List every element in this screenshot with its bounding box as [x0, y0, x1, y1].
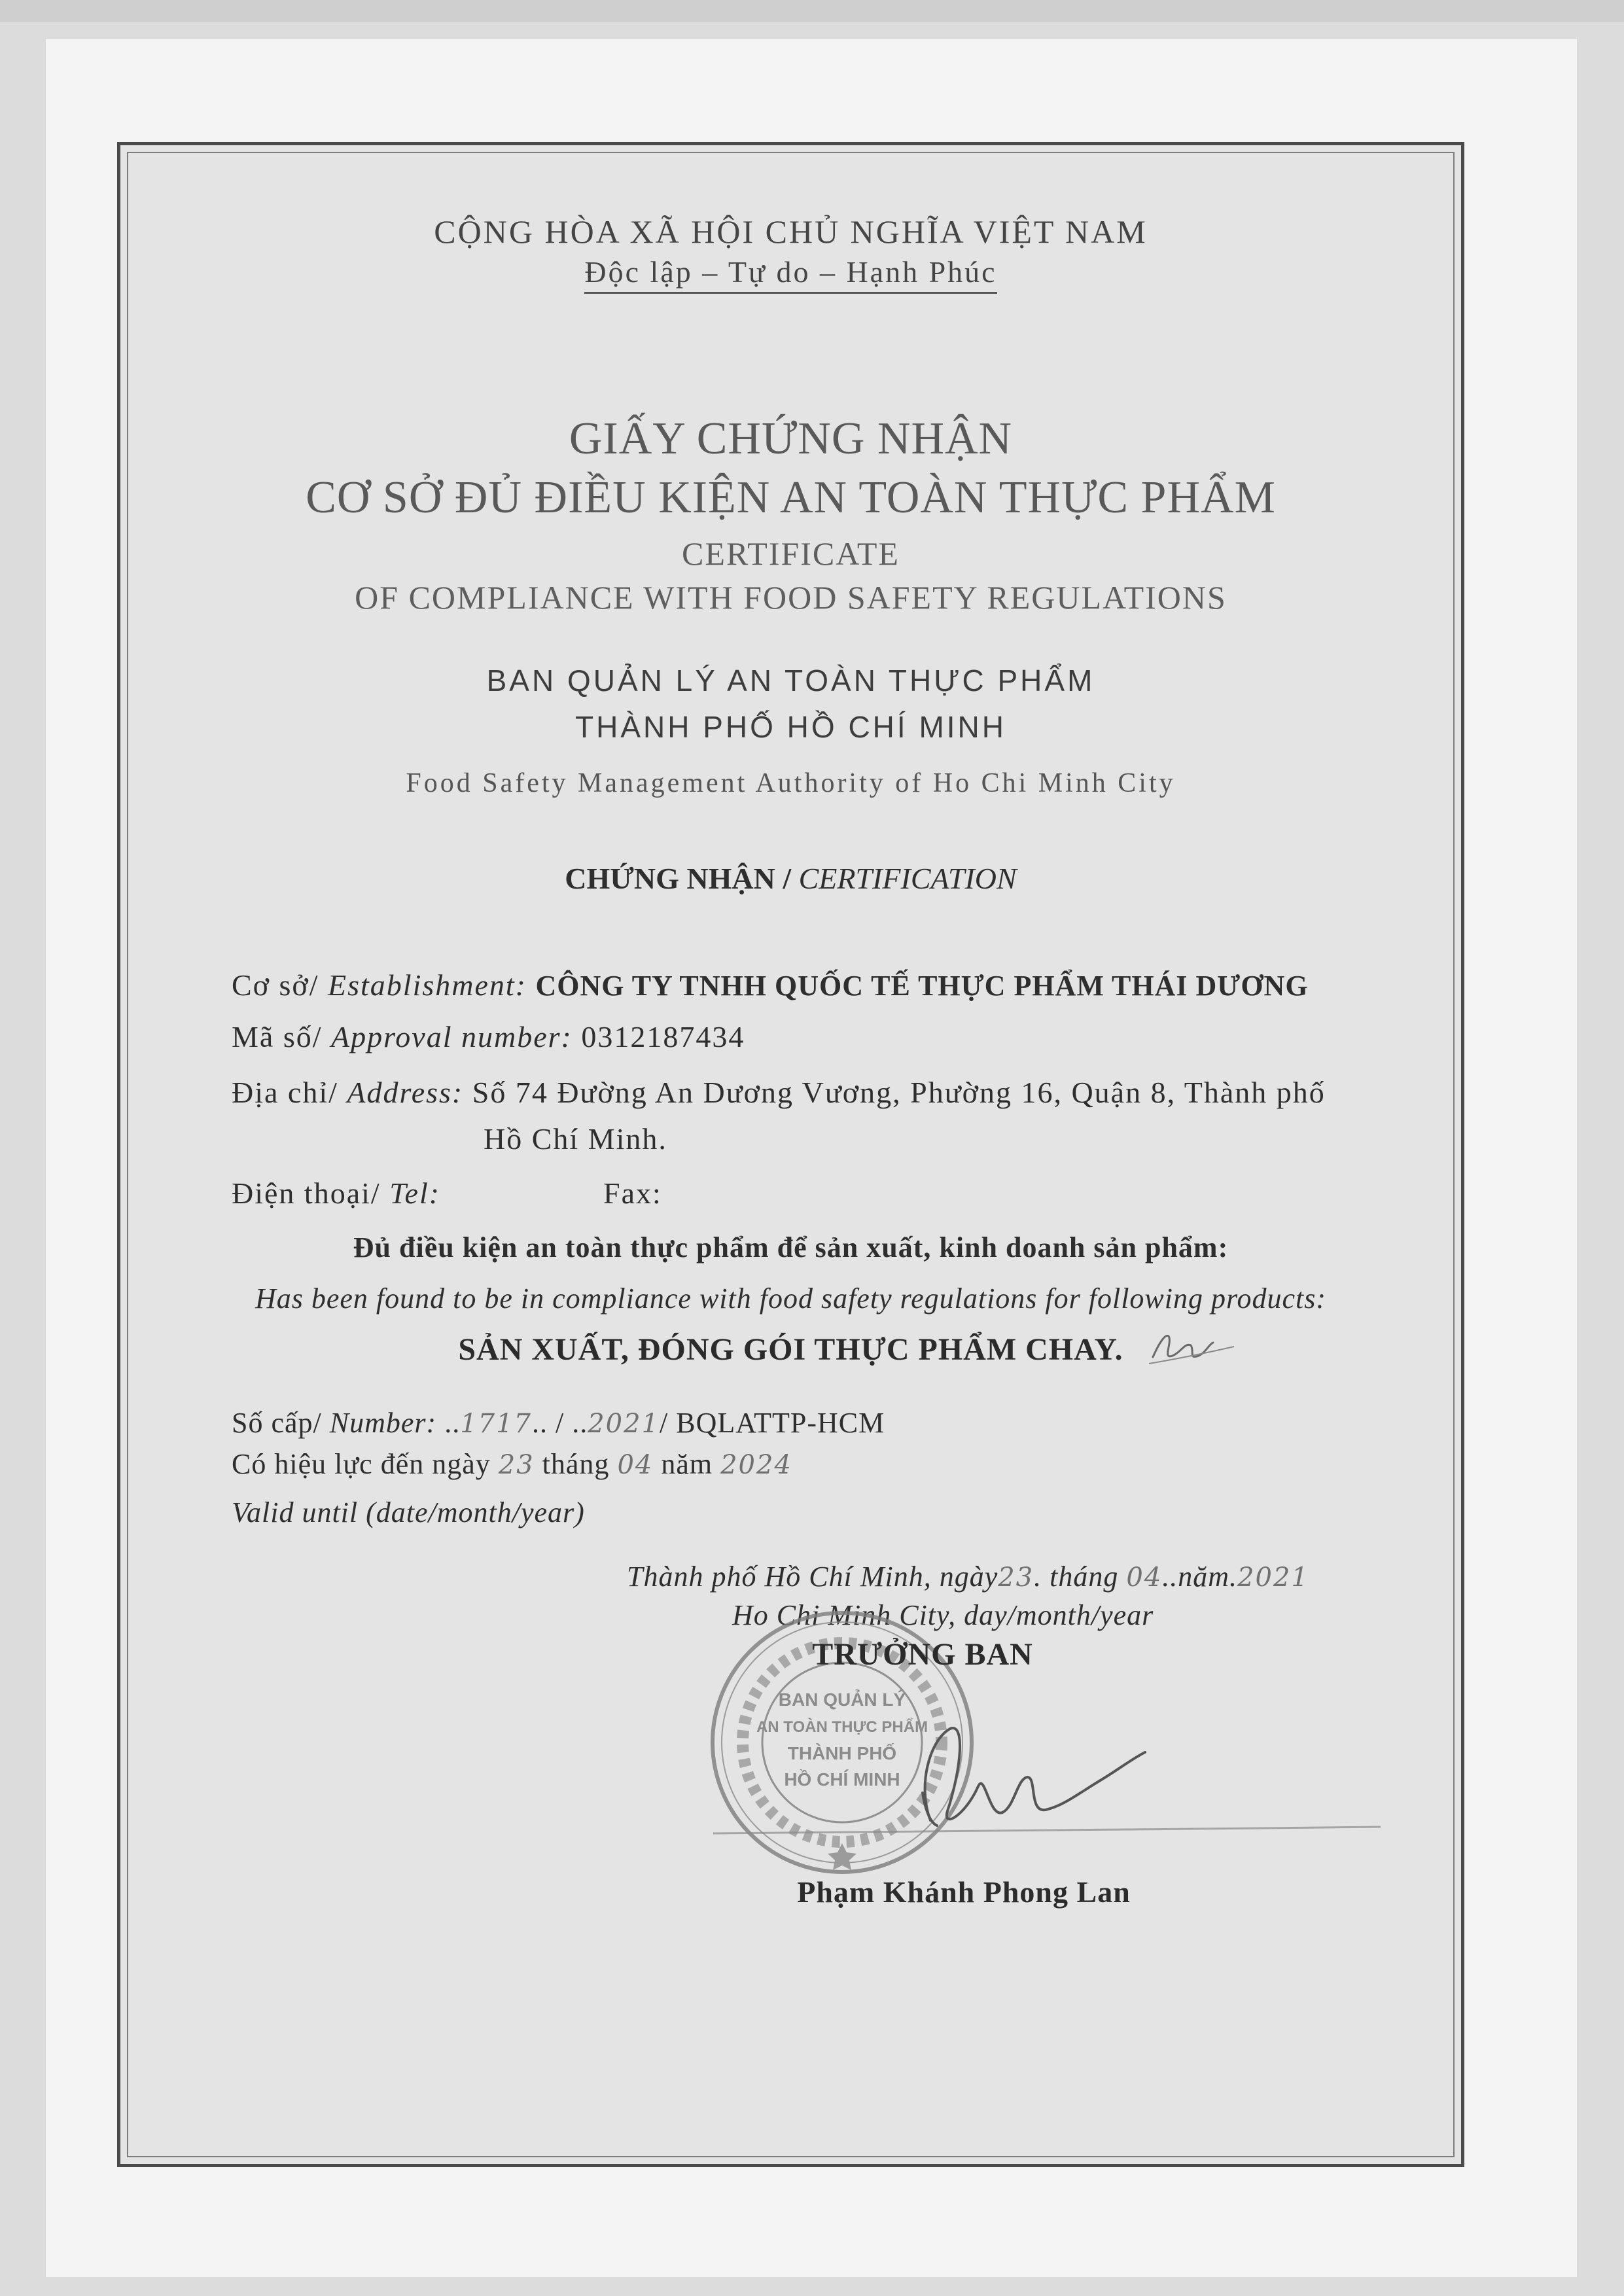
signing-day: 23 — [998, 1563, 1034, 1593]
national-title: CỘNG HÒA XÃ HỘI CHỦ NGHĨA VIỆT NAM — [434, 213, 1148, 250]
signing-month: 04 — [1126, 1563, 1163, 1593]
scanner-edge — [0, 0, 1624, 22]
national-motto-row — [117, 254, 1464, 294]
establishment-label-en: Establishment: — [328, 968, 527, 1002]
certificate-title-en-2: OF COMPLIANCE WITH FOOD SAFETY REGULATIONS — [355, 579, 1227, 616]
approval-number-row — [232, 1019, 745, 1055]
certification-heading-en: CERTIFICATION — [798, 862, 1017, 895]
tel-label-vi: Điện thoại/ — [232, 1176, 381, 1210]
stamp-text-line3: THÀNH PHỐ — [787, 1743, 897, 1763]
handwritten-initial — [1146, 1323, 1238, 1369]
establishment-value: CÔNG TY TNHH QUỐC TẾ THỰC PHẨM THÁI DƯƠNG — [535, 970, 1309, 1002]
signing-date-row — [627, 1560, 1309, 1595]
validity-month: 04 — [617, 1450, 654, 1480]
issue-number-value: 1717 — [460, 1409, 532, 1439]
validity-year: 2024 — [720, 1450, 792, 1480]
tel-row — [232, 1175, 440, 1211]
address-label-en: Address: — [347, 1076, 464, 1109]
signing-date-en: Ho Chi Minh City, day/month/year — [732, 1599, 1154, 1631]
establishment-row — [232, 967, 1309, 1004]
issue-number-row — [232, 1406, 885, 1441]
authority-vi-2: THÀNH PHỐ HỒ CHÍ MINH — [575, 710, 1006, 744]
signing-place-prefix: Thành phố Hồ Chí Minh, ngày — [627, 1561, 998, 1593]
issue-number-label-vi: Số cấp/ — [232, 1407, 322, 1439]
validity-row — [232, 1447, 792, 1482]
signer-name: Phạm Khánh Phong Lan — [797, 1875, 1131, 1909]
stamp-text-line2: AN TOÀN THỰC PHẨM — [756, 1718, 928, 1736]
address-row — [232, 1074, 1326, 1110]
issue-separator: .. / .. — [532, 1407, 588, 1439]
product-scope: SẢN XUẤT, ĐÓNG GÓI THỰC PHẨM CHAY. — [458, 1332, 1123, 1367]
certificate-title-vi-2: CƠ SỞ ĐỦ ĐIỀU KIỆN AN TOÀN THỰC PHẨM — [306, 472, 1276, 523]
address-label-vi: Địa chỉ/ — [232, 1076, 338, 1109]
validity-prefix: Có hiệu lực đến ngày — [232, 1448, 491, 1480]
issue-leader: .. — [444, 1407, 461, 1439]
approval-number-label-vi: Mã số/ — [232, 1020, 323, 1053]
compliance-statement-vi: Đủ điều kiện an toàn thực phẩm để sản xuất, kinh doanh sản phẩm: — [353, 1231, 1229, 1263]
tel-label-en: Tel: — [389, 1176, 441, 1210]
certificate-title-vi-1: GIẤY CHỨNG NHẬN — [569, 414, 1013, 464]
compliance-statement-en: Has been found to be in compliance with food safety regulations for following products: — [255, 1282, 1327, 1315]
national-motto: Độc lập – Tự do – Hạnh Phúc — [584, 254, 997, 294]
signer-position: TRƯỞNG BAN — [812, 1637, 1033, 1672]
approval-number-label-en: Approval number: — [331, 1020, 573, 1053]
signing-month-label: . tháng — [1034, 1561, 1119, 1593]
authority-en: Food Safety Management Authority of Ho Chi Minh City — [406, 768, 1176, 798]
approval-number-value: 0312187434 — [581, 1020, 745, 1053]
issue-suffix: / BQLATTP-HCM — [660, 1407, 885, 1439]
validity-en: Valid until (date/month/year) — [232, 1496, 585, 1528]
issue-year-value: 2021 — [588, 1409, 660, 1439]
validity-month-label: tháng — [542, 1448, 610, 1480]
authority-vi-1: BAN QUẢN LÝ AN TOÀN THỰC PHẨM — [486, 663, 1095, 698]
stamp-text-line1: BAN QUẢN LÝ — [778, 1689, 906, 1710]
certificate-title-en-1: CERTIFICATE — [682, 535, 900, 572]
certification-heading-vi: CHỨNG NHẬN / — [565, 862, 792, 895]
validity-year-label: năm — [661, 1448, 713, 1480]
signing-year: 2021 — [1237, 1563, 1309, 1593]
handwritten-signature — [687, 1695, 1407, 1852]
establishment-label-vi: Cơ sở/ — [232, 968, 319, 1002]
stamp-text-line4: HỒ CHÍ MINH — [784, 1769, 900, 1790]
address-value-line2: Hồ Chí Minh. — [484, 1122, 667, 1156]
fax-label: Fax: — [603, 1176, 662, 1210]
signing-year-label: ..năm. — [1162, 1561, 1238, 1593]
issue-number-label-en: Number: — [329, 1407, 437, 1439]
address-value-line1: Số 74 Đường An Dương Vương, Phường 16, Quận 8, Thành phố — [472, 1076, 1326, 1109]
certification-heading — [117, 860, 1464, 896]
validity-day: 23 — [498, 1450, 535, 1480]
